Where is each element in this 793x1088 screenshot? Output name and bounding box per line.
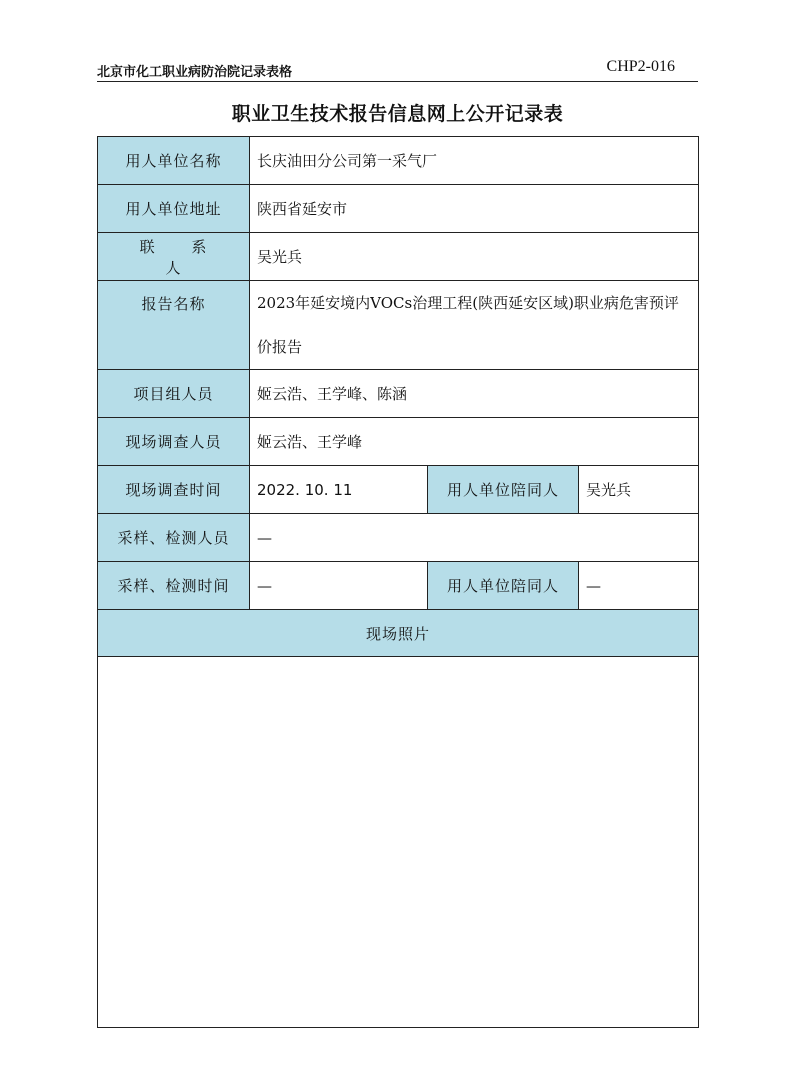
survey-escort-label: 用人单位陪同人 <box>428 466 579 514</box>
survey-escort-value: 吴光兵 <box>579 466 699 514</box>
sampling-staff-value: — <box>250 514 699 562</box>
row-sampling-time <box>98 562 699 610</box>
header-divider <box>97 81 698 82</box>
report-name-label: 报告名称 <box>98 281 250 370</box>
contact-label: 联 系 人 <box>98 233 250 281</box>
sampling-time-value: — <box>250 562 428 610</box>
employer-name-label: 用人单位名称 <box>98 137 250 185</box>
row-site-survey-time <box>98 466 699 514</box>
organization-name: 北京市化工职业病防治院记录表格 <box>97 65 293 80</box>
report-name-value: 2023年延安境内VOCs治理工程(陕西延安区域)职业病危害预评价报告 <box>250 281 699 370</box>
row-site-survey-staff <box>98 418 699 466</box>
row-employer-name <box>98 137 699 185</box>
contact-value: 吴光兵 <box>250 233 699 281</box>
sampling-staff-label: 采样、检测人员 <box>98 514 250 562</box>
site-photos-label: 现场照片 <box>98 610 699 657</box>
row-photos-area <box>98 657 699 1028</box>
record-table <box>97 136 699 1028</box>
row-employer-address <box>98 185 699 233</box>
site-survey-staff-label: 现场调查人员 <box>98 418 250 466</box>
employer-address-value: 陕西省延安市 <box>250 185 699 233</box>
site-photos-area <box>98 657 699 1028</box>
site-survey-time-label: 现场调查时间 <box>98 466 250 514</box>
row-sampling-staff <box>98 514 699 562</box>
site-survey-time-value: 2022. 10. 11 <box>250 466 428 514</box>
sampling-escort-label: 用人单位陪同人 <box>428 562 579 610</box>
site-survey-staff-value: 姬云浩、王学峰 <box>250 418 699 466</box>
form-code: CHP2-016 <box>606 58 675 75</box>
row-report-name <box>98 281 699 370</box>
employer-name-value: 长庆油田分公司第一采气厂 <box>250 137 699 185</box>
row-contact <box>98 233 699 281</box>
employer-address-label: 用人单位地址 <box>98 185 250 233</box>
project-members-value: 姬云浩、王学峰、陈涵 <box>250 370 699 418</box>
row-project-members <box>98 370 699 418</box>
sampling-escort-value: — <box>579 562 699 610</box>
row-photos-header <box>98 610 699 657</box>
document-title: 职业卫生技术报告信息网上公开记录表 <box>231 103 564 125</box>
project-members-label: 项目组人员 <box>98 370 250 418</box>
sampling-time-label: 采样、检测时间 <box>98 562 250 610</box>
